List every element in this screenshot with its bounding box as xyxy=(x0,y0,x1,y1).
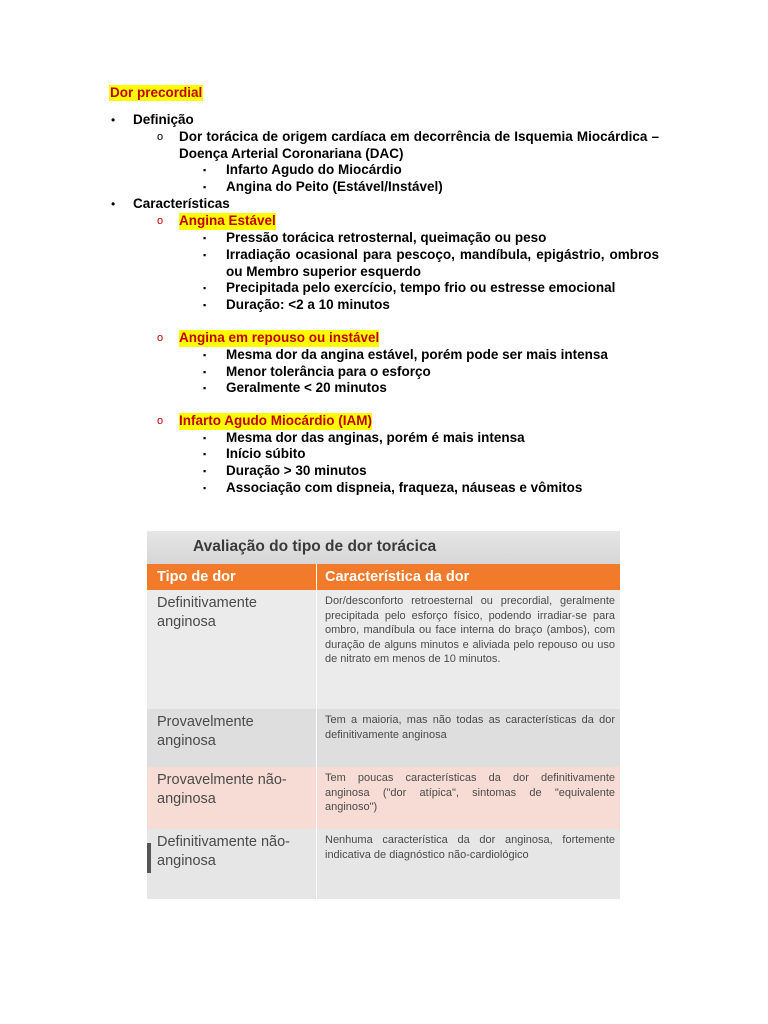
square-bullet-icon: ▪ xyxy=(203,466,207,476)
circle-bullet-icon: o xyxy=(157,332,164,344)
list-item: Infarto Agudo do Miocárdio xyxy=(226,162,402,177)
table-row xyxy=(147,829,620,899)
image-edge-mark xyxy=(147,843,151,873)
square-bullet-icon: ▪ xyxy=(203,350,207,360)
cell-caracteristica: Nenhuma característica da dor anginosa, fortemente indicativa de diagnóstico não-cardiológico xyxy=(325,834,615,861)
list-item: Associação com dispneia, fraqueza, náuseas e vômitos xyxy=(226,480,583,495)
column-divider xyxy=(316,564,317,899)
table-header xyxy=(147,564,620,590)
cell-caracteristica: Tem poucas características da dor definitivamente anginosa ("dor atípica", sintomas de "equivalente anginoso") xyxy=(325,772,615,813)
square-bullet-icon: ▪ xyxy=(203,182,207,192)
list-item: Geralmente < 20 minutos xyxy=(226,380,387,395)
square-bullet-icon: ▪ xyxy=(203,283,207,293)
list-item: Angina do Peito (Estável/Instável) xyxy=(226,179,443,194)
header-caracteristica: Característica da dor xyxy=(325,569,470,585)
header-tipo: Tipo de dor xyxy=(157,569,236,585)
square-bullet-icon: ▪ xyxy=(203,483,207,493)
subsection-iam: Infarto Agudo Miocárdio (IAM) xyxy=(179,413,372,428)
table-title: Avaliação do tipo de dor torácica xyxy=(193,538,437,555)
cell-tipo: Definitivamente anginosa xyxy=(157,595,257,630)
square-bullet-icon: ▪ xyxy=(203,383,207,393)
square-bullet-icon: ▪ xyxy=(203,367,207,377)
list-item: Duração > 30 minutos xyxy=(226,463,367,478)
cell-tipo: Provavelmente anginosa xyxy=(157,714,254,749)
subsection-angina-instavel: Angina em repouso ou instável xyxy=(179,330,380,345)
circle-bullet-icon: o xyxy=(157,415,164,427)
table-row xyxy=(147,767,620,829)
table-row xyxy=(147,709,620,767)
list-item: Mesma dor da angina estável, porém pode ser mais intensa xyxy=(226,347,608,362)
square-bullet-icon: ▪ xyxy=(203,233,207,243)
square-bullet-icon: ▪ xyxy=(203,449,207,459)
list-item: Precipitada pelo exercício, tempo frio ou estresse emocional xyxy=(226,280,616,295)
list-item: Início súbito xyxy=(226,446,306,461)
chest-pain-table xyxy=(147,531,620,899)
list-item: Irradiação ocasional para pescoço, mandíbula, epigástrio, ombros ou Membro superior esquerdo xyxy=(226,247,659,279)
square-bullet-icon: ▪ xyxy=(203,300,207,310)
subsection-angina-estavel: Angina Estável xyxy=(179,213,276,228)
cell-caracteristica: Dor/desconforto retroesternal ou precordial, geralmente precipitada pelo esforço físico, podendo irradiar-se para ombro, mandíbula ou face interna do braço (ambos), com duração de alguns minutos e aliviada pelo repouso ou uso de nitrato em menos de 10 minutos. xyxy=(325,595,615,665)
section-label: Características xyxy=(133,196,230,211)
square-bullet-icon: ▪ xyxy=(203,165,207,175)
list-item: Duração: <2 a 10 minutos xyxy=(226,297,390,312)
definition-text: Dor torácica de origem cardíaca em decorrência de Isquemia Miocárdica – Doença Arterial Coronariana (DAC) xyxy=(179,129,659,161)
section-label: Definição xyxy=(133,112,194,127)
bullet-icon: • xyxy=(111,113,116,127)
square-bullet-icon: ▪ xyxy=(203,433,207,443)
cell-tipo: Definitivamente não-anginosa xyxy=(157,834,290,869)
list-item: Mesma dor das anginas, porém é mais intensa xyxy=(226,430,525,445)
page-title: Dor precordial xyxy=(110,85,203,100)
square-bullet-icon: ▪ xyxy=(203,250,207,260)
list-item: Pressão torácica retrosternal, queimação ou peso xyxy=(226,230,547,245)
table-title-bar xyxy=(147,531,620,564)
circle-bullet-icon: o xyxy=(157,215,164,227)
list-item: Menor tolerância para o esforço xyxy=(226,364,431,379)
bullet-icon: • xyxy=(111,197,116,211)
table-row xyxy=(147,590,620,709)
cell-tipo: Provavelmente não-anginosa xyxy=(157,772,287,807)
cell-caracteristica: Tem a maioria, mas não todas as características da dor definitivamente anginosa xyxy=(325,714,615,741)
circle-bullet-icon: o xyxy=(157,131,164,143)
